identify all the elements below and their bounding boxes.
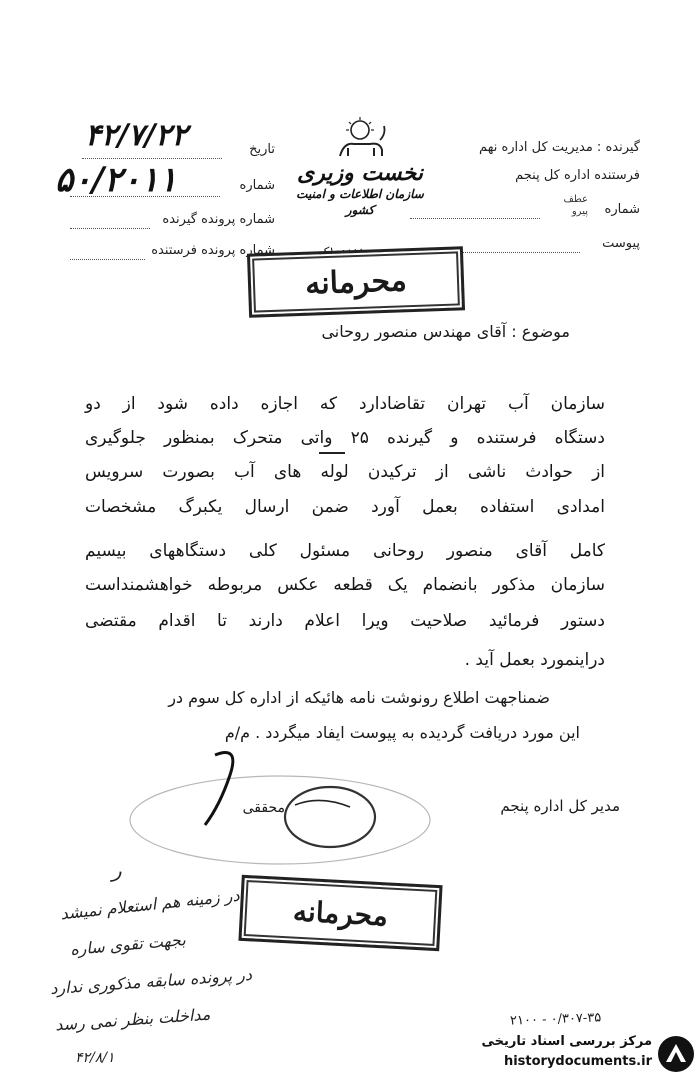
date-value: ۴۲/۷/۲۲ (85, 118, 188, 153)
emblem-title: نخست وزیری (297, 160, 423, 186)
body-para2-line-1: ضمناجهت اطلاع رونوشت نامه هائیکه از اداره کل سوم در (168, 688, 550, 707)
subject-line: موضوع : آقای مهندس منصور روحانی (321, 322, 570, 341)
emblem-subtitle: سازمان اطلاعات و امنیت کشور (296, 187, 424, 217)
number-value: ۵۰/۲۰۱۱ (55, 160, 177, 200)
signature-title: مدیر کل اداره پنجم (500, 797, 620, 815)
body-line-7: دستور فرمائید صلاحیت ویرا اعلام دارند تا اقدام مقتضی (85, 611, 605, 631)
attachment-field (520, 236, 640, 251)
body-para2-line-2: این مورد دریافت گردیده به پیوست ایفاد میگردد . م/م (224, 723, 580, 742)
body-line-6: سازمان مذکور بانضمام یک قطعه عکس مربوطه خواهشمنداست (85, 575, 605, 595)
handwritten-note-0: ر (112, 858, 122, 882)
confidential-stamp-top-text: محرمانه (304, 262, 408, 302)
watermark-logo-icon (656, 1034, 696, 1074)
recipient-file-line (70, 228, 150, 229)
recipient-label: گیرنده : مدیریت کل اداره نهم (479, 140, 640, 155)
body-line-8: دراینمورد بعمل آید . (464, 650, 605, 670)
handwritten-note-4: مداخلت بنظر نمی رسد (54, 1004, 211, 1035)
emblem-block (285, 116, 435, 226)
body-line-3: از حوادث ناشی از ترکیدن لوله های آب بصورت سرویس (85, 462, 605, 482)
number-label: شماره (239, 178, 275, 193)
body-line-2: دستگاه فرستنده و گیرنده ۲۵ واتی متحرک بمنظور جلوگیری (85, 428, 605, 448)
emblem-reference-number: ۱۰۰۰۰۰ک (317, 242, 364, 259)
confidential-stamp-top (247, 246, 465, 317)
number-label-right: شماره (604, 202, 640, 217)
watermark (418, 1034, 696, 1074)
watermark-url: historydocuments.ir (503, 1054, 652, 1069)
peyro-label: پیرو (571, 206, 588, 217)
footer-reference: ۰/۳۰۷-۳۵ - ۲۱۰۰ (509, 1010, 602, 1029)
atf-label: عطف (563, 194, 588, 205)
handwritten-note-3: در پرونده سابقه مذکوری ندارد (49, 964, 253, 999)
body-line-1: سازمان آب تهران تقاضادارد که اجازه داده شود از دو (85, 394, 605, 414)
handwritten-note-1: در زمینه هم استعلام نمیشد (59, 885, 241, 924)
sender-label: فرستنده اداره کل پنجم (515, 168, 640, 183)
handwritten-note-2: بجهت تقوی ساره (69, 929, 187, 960)
sender-file-line (70, 259, 145, 260)
date-label: تاریخ (249, 142, 275, 157)
recipient-file-label: شماره پرونده گیرنده (162, 212, 275, 227)
number-line (70, 196, 220, 197)
lion-and-sun-emblem-icon (330, 116, 390, 160)
underline-25 (319, 452, 345, 454)
body-line-5: کامل آقای منصور روحانی مسئول کلی دستگاههای بیسیم (85, 541, 605, 561)
confidential-stamp-bottom (238, 875, 442, 951)
sender-file-label: شماره پرونده فرستنده (151, 243, 275, 258)
date-line (82, 158, 222, 159)
body-line-4: امدادی استفاده بعمل آورد ضمن ارسال یکبرگ مشخصات (85, 497, 605, 517)
confidential-stamp-bottom-text: محرمانه (292, 894, 389, 932)
handwritten-note-5: ۴۲/۸/۱ (75, 1050, 115, 1066)
attachment-label: پیوست (602, 236, 640, 251)
signature-name: محققی (242, 800, 285, 816)
reference-small-labels (548, 194, 588, 218)
watermark-title: مرکز بررسی اسناد تاریخی (481, 1034, 652, 1049)
